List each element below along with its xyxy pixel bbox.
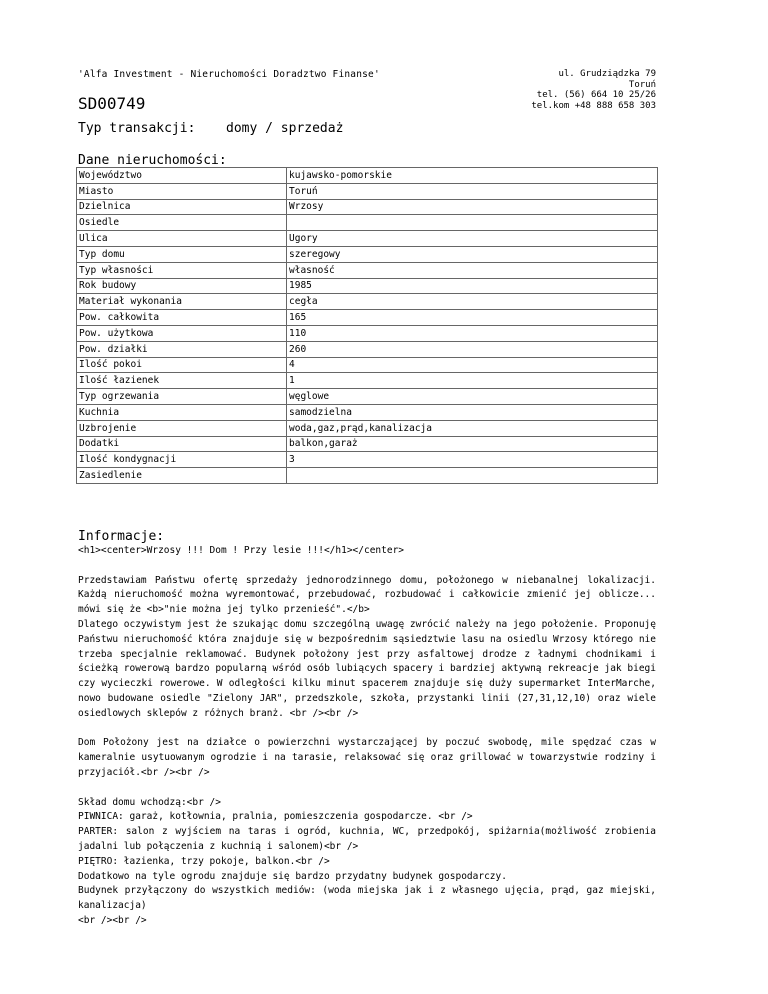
offer-code: SD00749 [78, 94, 146, 113]
row-value: 3 [287, 452, 658, 468]
row-label: Dodatki [77, 436, 287, 452]
row-value [287, 215, 658, 231]
row-value: 1985 [287, 278, 658, 294]
row-label: Miasto [77, 183, 287, 199]
row-label: Ilość kondygnacji [77, 452, 287, 468]
info-paragraph: Dlatego oczywistym jest że szukając domu szczególną uwagę zwrócić należy na jego położenie. Proponuję Państwu nieruchomość która znajduje się w bezpośrednim sąsiedztwie lasu na osiedlu Wrzosy którego nie trzeba specjalnie reklamować. Budynek położony jest przy asfaltowej drodze z ładnymi chodnikami i ścieżką rowerową bardzo popularną wśród osób lubiących spacery i bardziej aktywną rekreacje jak biegi czy wycieczki rowerowe. W odległości kilku minut spacerem znajduje się duży supermarket InterMarche, nowo budowane osiedle "Zielony JAR", przedszkole, szkoła, przystanki linii (27,31,12,10) oraz wiele osiedlowych sklepów z różnych branż. <br /><br /> [78, 618, 656, 719]
info-paragraph: Budynek przyłączony do wszystkich mediów: (woda miejska jak i z własnego ujęcia, prąd, gaz miejski, kanalizacja) [78, 885, 656, 912]
info-paragraph: PIĘTRO: łazienka, trzy pokoje, balkon.<br /> [78, 855, 330, 867]
company-name: 'Alfa Investment - Nieruchomości Doradztwo Finanse' [78, 69, 380, 80]
table-row [77, 452, 658, 468]
table-row [77, 231, 658, 247]
table-row [77, 404, 658, 420]
table-row [77, 357, 658, 373]
transaction-label: Typ transakcji: [78, 121, 196, 136]
row-label: Województwo [77, 168, 287, 184]
table-row [77, 278, 658, 294]
row-label: Ilość pokoi [77, 357, 287, 373]
address-mobile: tel.kom +48 888 658 303 [531, 100, 656, 111]
property-section-title: Dane nieruchomości: [78, 153, 227, 168]
property-table [76, 167, 658, 484]
table-row [77, 325, 658, 341]
row-value [287, 468, 658, 484]
row-label: Pow. użytkowa [77, 325, 287, 341]
info-heading-line: <h1><center>Wrzosy !!! Dom ! Przy lesie !!!</h1></center> [78, 545, 405, 556]
table-row [77, 389, 658, 405]
row-value: balkon,garaż [287, 436, 658, 452]
table-row [77, 199, 658, 215]
address-city: Toruń [628, 79, 656, 90]
table-row [77, 341, 658, 357]
table-row [77, 183, 658, 199]
row-label: Ilość łazienek [77, 373, 287, 389]
row-value: 110 [287, 325, 658, 341]
row-label: Typ własności [77, 262, 287, 278]
company-address [531, 69, 656, 111]
info-paragraph: Skład domu wchodzą:<br /> [78, 796, 221, 808]
table-row [77, 420, 658, 436]
row-value: woda,gaz,prąd,kanalizacja [287, 420, 658, 436]
info-paragraph: Dom Położony jest na działce o powierzchni wystarczającej by poczuć swobodę, mile spędzać czas w kameralnie usytuowanym ogrodzie i na tarasie, relaksować się oraz grillować w towarzystwie rodziny i przyjaciół.<br /><br /> [78, 737, 656, 778]
row-label: Rok budowy [77, 278, 287, 294]
row-label: Zasiedlenie [77, 468, 287, 484]
row-value: własność [287, 262, 658, 278]
info-paragraph: <br /><br /> [78, 914, 147, 926]
row-value: Ugory [287, 231, 658, 247]
table-row [77, 262, 658, 278]
row-label: Typ domu [77, 246, 287, 262]
row-value: cegła [287, 294, 658, 310]
address-phone: tel. (56) 664 10 25/26 [536, 90, 656, 101]
row-label: Pow. działki [77, 341, 287, 357]
info-section-title: Informacje: [78, 529, 165, 544]
table-row [77, 468, 658, 484]
row-label: Dzielnica [77, 199, 287, 215]
row-value: 1 [287, 373, 658, 389]
row-label: Uzbrojenie [77, 420, 287, 436]
row-value: kujawsko-pomorskie [287, 168, 658, 184]
row-value: szeregowy [287, 246, 658, 262]
info-body [78, 544, 656, 929]
table-row [77, 215, 658, 231]
info-paragraph: Dodatkowo na tyle ogrodu znajduje się bardzo przydatny budynek gospodarczy. [78, 870, 507, 882]
address-street: ul. Grudziądzka 79 [558, 69, 656, 79]
table-row [77, 436, 658, 452]
row-value: samodzielna [287, 404, 658, 420]
row-value: Toruń [287, 183, 658, 199]
row-value: Wrzosy [287, 199, 658, 215]
row-value: 165 [287, 310, 658, 326]
row-label: Materiał wykonania [77, 294, 287, 310]
row-label: Osiedle [77, 215, 287, 231]
table-row [77, 246, 658, 262]
table-row [77, 168, 658, 184]
row-value: 260 [287, 341, 658, 357]
info-paragraph: Przedstawiam Państwu ofertę sprzedaży jednorodzinnego domu, położonego w niebanalnej lokalizacji. Każdą nieruchomość można wyremontować, przebudować, rozbudować i całkowicie zmienić jej oblicze... mówi się że <b>"nie można jej tylko przenieść".</b> [78, 574, 656, 616]
row-value: węglowe [287, 389, 658, 405]
row-label: Ulica [77, 231, 287, 247]
info-paragraph: PIWNICA: garaż, kotłownia, pralnia, pomieszczenia gospodarcze. <br /> [78, 811, 473, 823]
row-value: 4 [287, 357, 658, 373]
table-row [77, 310, 658, 326]
info-paragraph: PARTER: salon z wyjściem na taras i ogród, kuchnia, WC, przedpokój, spiżarnia(możliwość zrobienia jadalni lub połączenia z kuchnią i salonem)<br /> [78, 826, 656, 852]
row-label: Kuchnia [77, 404, 287, 420]
table-row [77, 373, 658, 389]
table-row [77, 294, 658, 310]
row-label: Pow. całkowita [77, 310, 287, 326]
transaction-value: domy / sprzedaż [226, 121, 344, 136]
row-label: Typ ogrzewania [77, 389, 287, 405]
